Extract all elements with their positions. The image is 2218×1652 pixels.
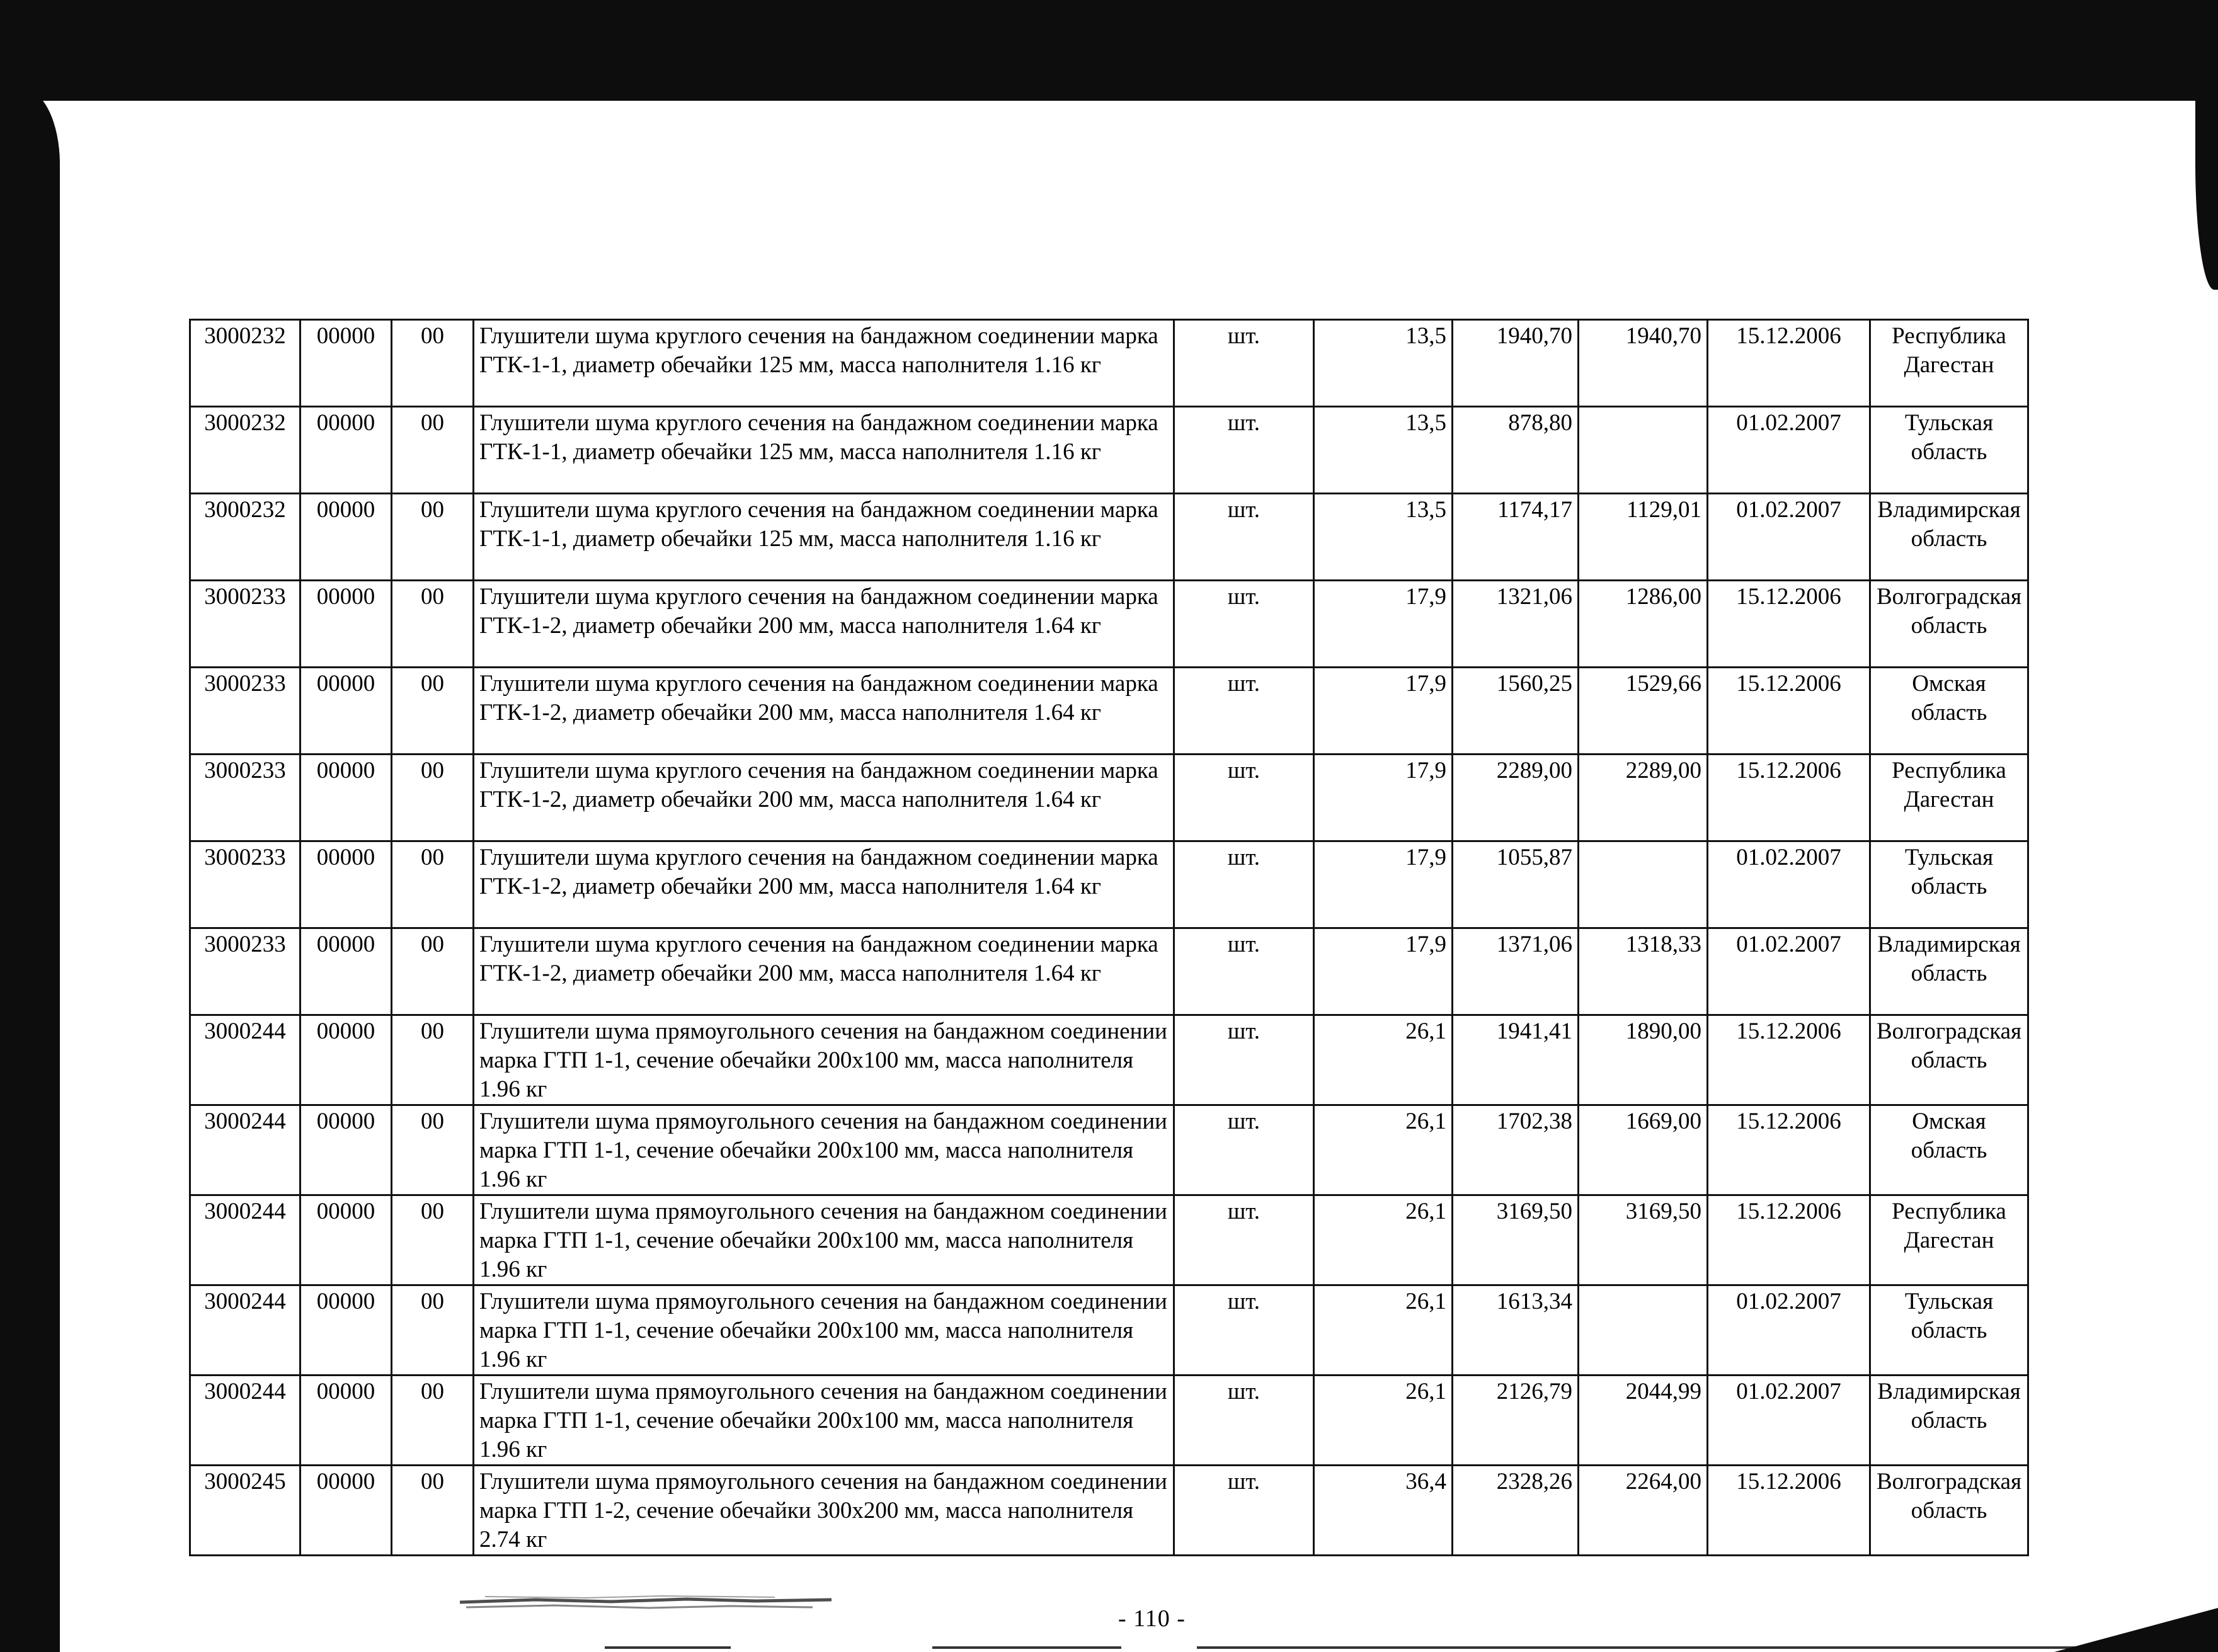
cell-mass: 17,9 [1314, 841, 1453, 928]
table-row [190, 494, 2028, 581]
cell-mass: 13,5 [1314, 407, 1453, 494]
cell-price-1: 1174,17 [1453, 494, 1579, 581]
cell-suffix: 00 [392, 1195, 474, 1285]
cell-code: 3000244 [190, 1195, 300, 1285]
cell-region: Волгоградская область [1870, 581, 2028, 668]
cell-price-1: 2126,79 [1453, 1376, 1579, 1466]
cell-unit: шт. [1174, 1195, 1314, 1285]
cell-suffix: 00 [392, 320, 474, 407]
cell-region: Республика Дагестан [1870, 320, 2028, 407]
cell-price-2 [1579, 841, 1708, 928]
cell-suffix: 00 [392, 1105, 474, 1195]
cell-subcode: 00000 [300, 581, 392, 668]
cell-price-1: 1613,34 [1453, 1285, 1579, 1376]
cell-mass: 36,4 [1314, 1466, 1453, 1556]
cell-subcode: 00000 [300, 320, 392, 407]
cell-mass: 13,5 [1314, 320, 1453, 407]
table-body [190, 320, 2028, 1556]
table-row [190, 841, 2028, 928]
cell-price-1: 1560,25 [1453, 668, 1579, 755]
table-row [190, 1015, 2028, 1105]
cell-code: 3000233 [190, 755, 300, 841]
table-row [190, 755, 2028, 841]
cell-unit: шт. [1174, 755, 1314, 841]
cell-code: 3000245 [190, 1466, 300, 1556]
cell-subcode: 00000 [300, 1195, 392, 1285]
scan-border-right [2195, 88, 2218, 290]
cell-price-2 [1579, 1285, 1708, 1376]
cell-region: Республика Дагестан [1870, 1195, 2028, 1285]
cell-price-2: 1890,00 [1579, 1015, 1708, 1105]
cell-description: Глушители шума круглого сечения на бандажном соединении марка ГТК-1-2, диаметр обечайки 200 мм, масса наполнителя 1.64 кг [474, 668, 1174, 755]
cell-description: Глушители шума прямоугольного сечения на бандажном соединении марка ГТП 1-1, сечение обечайки 200x100 мм, масса наполнителя 1.96 кг [474, 1015, 1174, 1105]
cell-date: 01.02.2007 [1708, 407, 1870, 494]
cell-subcode: 00000 [300, 755, 392, 841]
cell-subcode: 00000 [300, 1466, 392, 1556]
cell-description: Глушители шума круглого сечения на бандажном соединении марка ГТК-1-1, диаметр обечайки 125 мм, масса наполнителя 1.16 кг [474, 320, 1174, 407]
cell-date: 01.02.2007 [1708, 928, 1870, 1015]
table-row [190, 1466, 2028, 1556]
cell-unit: шт. [1174, 668, 1314, 755]
cell-description: Глушители шума прямоугольного сечения на бандажном соединении марка ГТП 1-1, сечение обечайки 200x100 мм, масса наполнителя 1.96 кг [474, 1285, 1174, 1376]
cell-description: Глушители шума прямоугольного сечения на бандажном соединении марка ГТП 1-1, сечение обечайки 200x100 мм, масса наполнителя 1.96 кг [474, 1195, 1174, 1285]
cell-subcode: 00000 [300, 841, 392, 928]
cell-unit: шт. [1174, 841, 1314, 928]
cell-region: Волгоградская область [1870, 1466, 2028, 1556]
cell-unit: шт. [1174, 1466, 1314, 1556]
cell-price-1: 1702,38 [1453, 1105, 1579, 1195]
cell-date: 15.12.2006 [1708, 1105, 1870, 1195]
cell-mass: 26,1 [1314, 1015, 1453, 1105]
cell-description: Глушители шума круглого сечения на бандажном соединении марка ГТК-1-2, диаметр обечайки 200 мм, масса наполнителя 1.64 кг [474, 755, 1174, 841]
cell-price-2: 2044,99 [1579, 1376, 1708, 1466]
cell-suffix: 00 [392, 1376, 474, 1466]
cell-price-2: 1940,70 [1579, 320, 1708, 407]
cell-date: 15.12.2006 [1708, 755, 1870, 841]
table-row [190, 581, 2028, 668]
paper-edge-left [60, 101, 79, 1652]
cell-code: 3000233 [190, 928, 300, 1015]
page-number: - 110 - [1118, 1605, 1186, 1632]
cell-code: 3000233 [190, 841, 300, 928]
cell-region: Владимирская область [1870, 928, 2028, 1015]
cell-unit: шт. [1174, 1285, 1314, 1376]
cell-code: 3000232 [190, 320, 300, 407]
cell-price-1: 1055,87 [1453, 841, 1579, 928]
cell-mass: 26,1 [1314, 1105, 1453, 1195]
cell-mass: 13,5 [1314, 494, 1453, 581]
price-table [189, 319, 2029, 1556]
scan-smudge [460, 1593, 832, 1612]
cell-date: 15.12.2006 [1708, 1466, 1870, 1556]
cell-region: Тульская область [1870, 1285, 2028, 1376]
cell-suffix: 00 [392, 755, 474, 841]
cell-unit: шт. [1174, 581, 1314, 668]
cell-mass: 26,1 [1314, 1285, 1453, 1376]
cell-code: 3000233 [190, 668, 300, 755]
cell-suffix: 00 [392, 928, 474, 1015]
cell-mass: 17,9 [1314, 755, 1453, 841]
cell-price-1: 1371,06 [1453, 928, 1579, 1015]
cell-code: 3000244 [190, 1015, 300, 1105]
cell-date: 15.12.2006 [1708, 1015, 1870, 1105]
cell-subcode: 00000 [300, 494, 392, 581]
cell-code: 3000244 [190, 1376, 300, 1466]
table-row [190, 668, 2028, 755]
cell-suffix: 00 [392, 1285, 474, 1376]
cell-price-2: 1669,00 [1579, 1105, 1708, 1195]
cell-region: Омская область [1870, 668, 2028, 755]
cell-subcode: 00000 [300, 668, 392, 755]
cell-suffix: 00 [392, 841, 474, 928]
cell-suffix: 00 [392, 1466, 474, 1556]
cell-description: Глушители шума круглого сечения на бандажном соединении марка ГТК-1-1, диаметр обечайки 125 мм, масса наполнителя 1.16 кг [474, 494, 1174, 581]
cell-price-2: 2289,00 [1579, 755, 1708, 841]
cell-description: Глушители шума круглого сечения на бандажном соединении марка ГТК-1-2, диаметр обечайки 200 мм, масса наполнителя 1.64 кг [474, 928, 1174, 1015]
scan-corner-right [2054, 1608, 2218, 1652]
cell-description: Глушители шума прямоугольного сечения на бандажном соединении марка ГТП 1-2, сечение обечайки 300x200 мм, масса наполнителя 2.74 кг [474, 1466, 1174, 1556]
table-row [190, 1105, 2028, 1195]
cell-region: Тульская область [1870, 841, 2028, 928]
cell-price-2 [1579, 407, 1708, 494]
cell-price-2: 2264,00 [1579, 1466, 1708, 1556]
cell-code: 3000232 [190, 494, 300, 581]
cell-subcode: 00000 [300, 407, 392, 494]
table-row [190, 928, 2028, 1015]
scan-border-left [0, 88, 60, 1652]
cell-price-2: 1529,66 [1579, 668, 1708, 755]
cell-description: Глушители шума прямоугольного сечения на бандажном соединении марка ГТП 1-1, сечение обечайки 200x100 мм, масса наполнителя 1.96 кг [474, 1105, 1174, 1195]
cell-unit: шт. [1174, 494, 1314, 581]
bottom-edge-mark [605, 1646, 731, 1649]
cell-date: 01.02.2007 [1708, 1285, 1870, 1376]
bottom-edge-mark [1197, 1646, 2142, 1649]
cell-date: 15.12.2006 [1708, 668, 1870, 755]
cell-description: Глушители шума прямоугольного сечения на бандажном соединении марка ГТП 1-1, сечение обечайки 200x100 мм, масса наполнителя 1.96 кг [474, 1376, 1174, 1466]
cell-subcode: 00000 [300, 928, 392, 1015]
cell-price-1: 1321,06 [1453, 581, 1579, 668]
cell-date: 01.02.2007 [1708, 494, 1870, 581]
cell-description: Глушители шума круглого сечения на бандажном соединении марка ГТК-1-1, диаметр обечайки 125 мм, масса наполнителя 1.16 кг [474, 407, 1174, 494]
cell-subcode: 00000 [300, 1285, 392, 1376]
cell-price-2: 1286,00 [1579, 581, 1708, 668]
cell-mass: 17,9 [1314, 581, 1453, 668]
cell-description: Глушители шума круглого сечения на бандажном соединении марка ГТК-1-2, диаметр обечайки 200 мм, масса наполнителя 1.64 кг [474, 581, 1174, 668]
cell-region: Тульская область [1870, 407, 2028, 494]
cell-price-1: 878,80 [1453, 407, 1579, 494]
cell-region: Омская область [1870, 1105, 2028, 1195]
cell-price-1: 2328,26 [1453, 1466, 1579, 1556]
cell-mass: 17,9 [1314, 668, 1453, 755]
cell-date: 01.02.2007 [1708, 841, 1870, 928]
cell-suffix: 00 [392, 668, 474, 755]
cell-code: 3000244 [190, 1105, 300, 1195]
table-row [190, 407, 2028, 494]
cell-code: 3000233 [190, 581, 300, 668]
cell-unit: шт. [1174, 407, 1314, 494]
cell-region: Владимирская область [1870, 1376, 2028, 1466]
scan-border-top [0, 0, 2218, 101]
cell-unit: шт. [1174, 320, 1314, 407]
cell-mass: 26,1 [1314, 1376, 1453, 1466]
cell-unit: шт. [1174, 1105, 1314, 1195]
cell-region: Владимирская область [1870, 494, 2028, 581]
cell-description: Глушители шума круглого сечения на бандажном соединении марка ГТК-1-2, диаметр обечайки 200 мм, масса наполнителя 1.64 кг [474, 841, 1174, 928]
bottom-edge-mark [932, 1646, 1121, 1649]
cell-price-1: 2289,00 [1453, 755, 1579, 841]
cell-price-1: 1941,41 [1453, 1015, 1579, 1105]
table-row [190, 1376, 2028, 1466]
cell-unit: шт. [1174, 1015, 1314, 1105]
cell-suffix: 00 [392, 407, 474, 494]
cell-subcode: 00000 [300, 1376, 392, 1466]
cell-subcode: 00000 [300, 1105, 392, 1195]
cell-region: Волгоградская область [1870, 1015, 2028, 1105]
table-row [190, 320, 2028, 407]
cell-mass: 17,9 [1314, 928, 1453, 1015]
cell-price-1: 1940,70 [1453, 320, 1579, 407]
cell-date: 01.02.2007 [1708, 1376, 1870, 1466]
table-row [190, 1195, 2028, 1285]
table-row [190, 1285, 2028, 1376]
cell-suffix: 00 [392, 494, 474, 581]
cell-price-2: 1129,01 [1579, 494, 1708, 581]
cell-code: 3000232 [190, 407, 300, 494]
cell-price-1: 3169,50 [1453, 1195, 1579, 1285]
cell-subcode: 00000 [300, 1015, 392, 1105]
cell-unit: шт. [1174, 928, 1314, 1015]
cell-suffix: 00 [392, 581, 474, 668]
cell-price-2: 1318,33 [1579, 928, 1708, 1015]
cell-date: 15.12.2006 [1708, 1195, 1870, 1285]
cell-price-2: 3169,50 [1579, 1195, 1708, 1285]
cell-region: Республика Дагестан [1870, 755, 2028, 841]
cell-date: 15.12.2006 [1708, 320, 1870, 407]
cell-mass: 26,1 [1314, 1195, 1453, 1285]
cell-date: 15.12.2006 [1708, 581, 1870, 668]
cell-suffix: 00 [392, 1015, 474, 1105]
cell-unit: шт. [1174, 1376, 1314, 1466]
cell-code: 3000244 [190, 1285, 300, 1376]
